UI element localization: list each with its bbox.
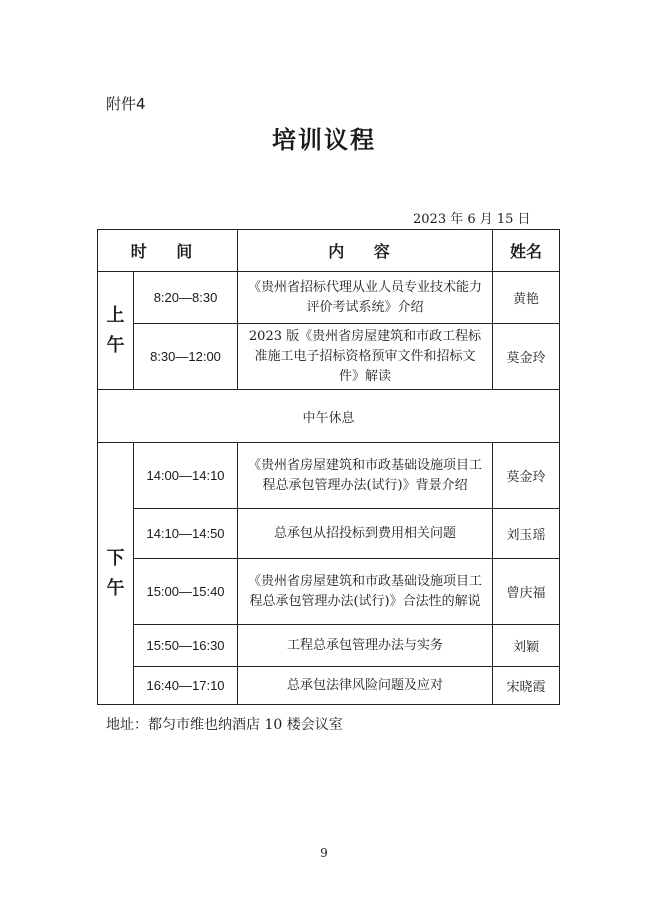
row-time: 15:00—15:40 bbox=[134, 559, 238, 625]
row-time: 8:30—12:00 bbox=[134, 324, 238, 390]
table-row bbox=[98, 324, 560, 390]
period-morning-char-1: 上 bbox=[106, 304, 125, 326]
row-content: 总承包法律风险问题及应对 bbox=[238, 667, 493, 705]
row-content: 《贵州省招标代理从业人员专业技术能力评价考试系统》介绍 bbox=[238, 272, 493, 324]
lunch-break-row bbox=[98, 390, 560, 443]
table-header-row bbox=[98, 230, 560, 272]
row-content: 《贵州省房屋建筑和市政基础设施项目工程总承包管理办法(试行)》背景介绍 bbox=[238, 443, 493, 509]
table-row bbox=[98, 559, 560, 625]
row-time: 14:10—14:50 bbox=[134, 509, 238, 559]
row-content: 《贵州省房屋建筑和市政基础设施项目工程总承包管理办法(试行)》合法性的解说 bbox=[238, 559, 493, 625]
row-time: 8:20—8:30 bbox=[134, 272, 238, 324]
period-afternoon-char-1: 下 bbox=[106, 547, 125, 569]
row-time: 14:00—14:10 bbox=[134, 443, 238, 509]
period-afternoon-char-2: 午 bbox=[106, 577, 125, 599]
row-speaker: 刘玉瑶 bbox=[493, 509, 560, 559]
lunch-break-label: 中午休息 bbox=[98, 390, 560, 443]
row-content: 总承包从招投标到费用相关问题 bbox=[238, 509, 493, 559]
period-afternoon bbox=[98, 443, 134, 705]
venue-address: 地址：都匀市维也纳酒店 10 楼会议室 bbox=[106, 717, 343, 733]
header-name: 姓名 bbox=[493, 230, 560, 272]
row-content: 工程总承包管理办法与实务 bbox=[238, 625, 493, 667]
row-time: 16:40—17:10 bbox=[134, 667, 238, 705]
row-speaker: 莫金玲 bbox=[493, 324, 560, 390]
row-content: 2023 版《贵州省房屋建筑和市政工程标准施工电子招标资格预审文件和招标文件》解读 bbox=[238, 324, 493, 390]
page-number: 9 bbox=[320, 846, 328, 860]
page-title: 培训议程 bbox=[272, 126, 376, 154]
table-row bbox=[98, 443, 560, 509]
document-date: 2023 年 6 月 15 日 bbox=[413, 212, 531, 227]
period-morning bbox=[98, 272, 134, 390]
table-row bbox=[98, 667, 560, 705]
table-row bbox=[98, 272, 560, 324]
agenda-table bbox=[97, 229, 560, 705]
attachment-label: 附件4 bbox=[106, 95, 146, 113]
row-speaker: 宋晓霞 bbox=[493, 667, 560, 705]
row-speaker: 曾庆福 bbox=[493, 559, 560, 625]
header-time: 时 间 bbox=[98, 230, 238, 272]
period-morning-char-2: 午 bbox=[106, 334, 125, 356]
row-speaker: 黄艳 bbox=[493, 272, 560, 324]
row-time: 15:50—16:30 bbox=[134, 625, 238, 667]
row-speaker: 刘颖 bbox=[493, 625, 560, 667]
table-row bbox=[98, 625, 560, 667]
header-content: 内 容 bbox=[238, 230, 493, 272]
row-speaker: 莫金玲 bbox=[493, 443, 560, 509]
table-row bbox=[98, 509, 560, 559]
